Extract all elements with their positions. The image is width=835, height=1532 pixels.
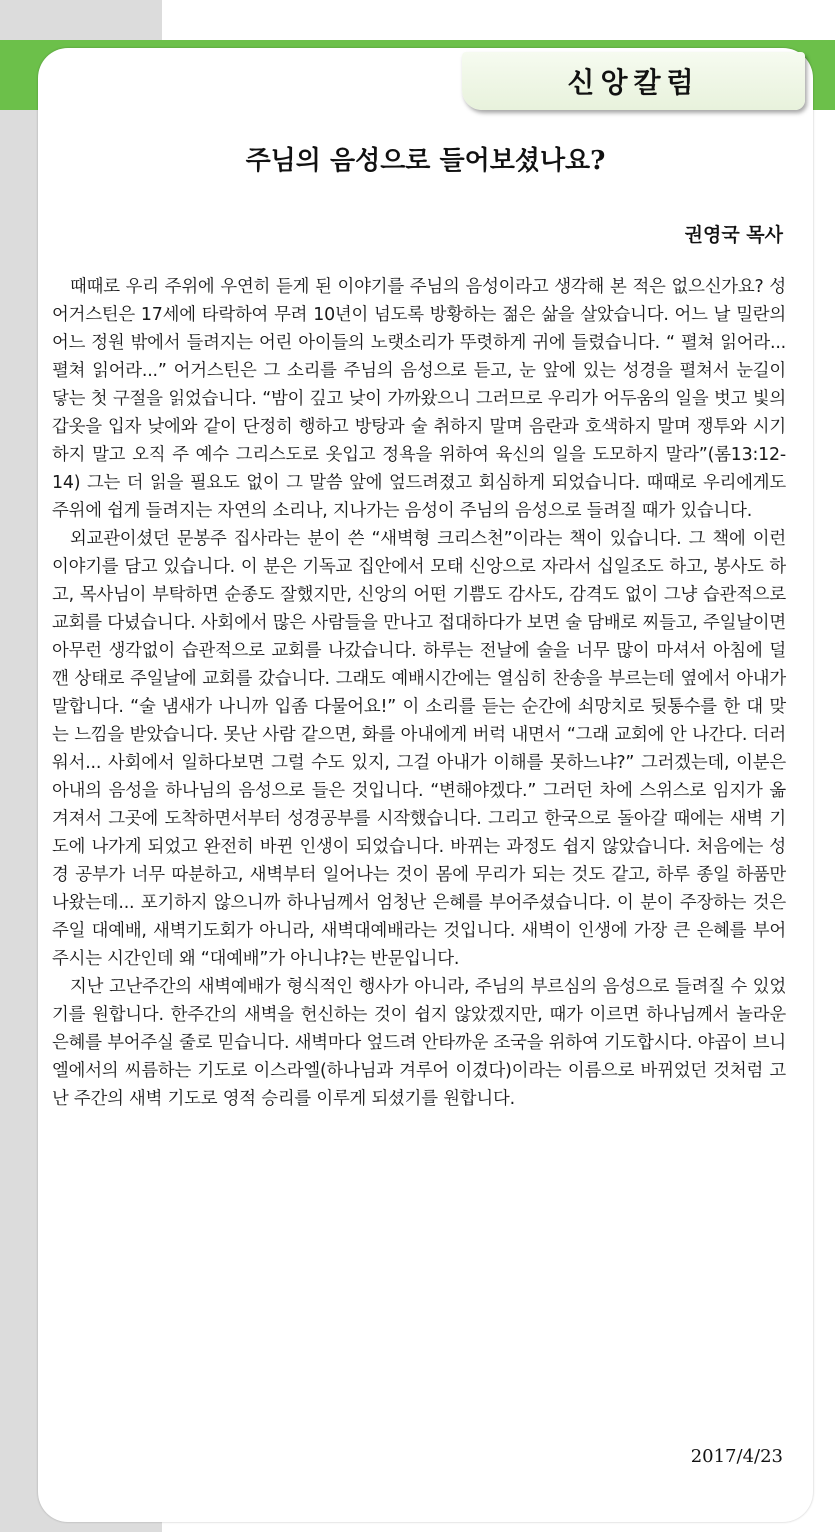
article-author: 권영국 목사 [684,224,783,246]
article-date: 2017/4/23 [690,1446,783,1467]
body-paragraph: 때때로 우리 주위에 우연히 듣게 된 이야기를 주님의 음성이라고 생각해 본 적은 없으신가요? 성 어거스틴은 17세에 타락하여 무려 10년이 넘도록 방황하는 젊은 삶을 살았습니다. 어느 날 밀란의 어느 정원 밖에서 들려지는 어린 아이들의 노랫소리가 뚜렷하게 귀에 들렸습니다. “ 펼쳐 읽어라... 펼쳐 읽어라...” 어거스틴은 그 소리를 주님의 음성으로 듣고, 눈 앞에 있는 성경을 펼쳐서 눈길이 닿는 첫 구절을 읽었습니다. “밤이 깊고 낮이 가까왔으니 그러므로 우리가 어두움의 일을 벗고 빛의 갑옷을 입자 낮에와 같이 단정히 행하고 방탕과 술 취하지 말며 음란과 호색하지 말며 쟁투와 시기하지 말고 오직 주 예수 그리스도로 옷입고 정욕을 위하여 육신의 일을 도모하지 말라”(롬13:12-14) 그는 더 읽을 필요도 없이 그 말씀 앞에 엎드려졌고 회심하게 되었습니다. 때때로 우리에게도 주위에 쉽게 들려지는 자연의 소리나, 지나가는 음성이 주님의 음성으로 들려질 때가 있습니다. [52,277,786,521]
section-tab-title: 신앙칼럼 [567,66,700,99]
body-paragraph: 지난 고난주간의 새벽예배가 형식적인 행사가 아니라, 주님의 부르심의 음성으로 들려질 수 있었기를 원합니다. 한주간의 새벽을 헌신하는 것이 쉽지 않았겠지만, 때가 이르면 하나님께서 놀라운 은혜를 부어주실 줄로 믿습니다. 새벽마다 엎드려 안타까운 조국을 위하여 기도합시다. 야곱이 브니엘에서의 씨름하는 기도로 이스라엘(하나님과 겨루어 이겼다)이라는 이름으로 바뀌었던 것처럼 고난 주간의 새벽 기도로 영적 승리를 이루게 되셨기를 원합니다. [52,977,786,1109]
article-body [52,273,786,1113]
article-title: 주님의 음성으로 들어보셨나요? [245,146,606,176]
section-tab [462,52,805,110]
body-paragraph: 외교관이셨던 문봉주 집사라는 분이 쓴 “새벽형 크리스천”이라는 책이 있습니다. 그 책에 이런 이야기를 담고 있습니다. 이 분은 기독교 집안에서 모태 신앙으로 자라서 십일조도 하고, 봉사도 하고, 목사님이 부탁하면 순종도 잘했지만, 신앙의 어떤 기쁨도 감사도, 감격도 없이 그냥 습관적으로 교회를 다녔습니다. 사회에서 많은 사람들을 만나고 접대하다가 보면 술 담배로 찌들고, 주일날이면 아무런 생각없이 습관적으로 교회를 나갔습니다. 하루는 전날에 술을 너무 많이 마셔서 아침에 덜 깬 상태로 주일날에 교회를 갔습니다. 그래도 예배시간에는 열심히 찬송을 부르는데 옆에서 아내가 말합니다. “술 냄새가 나니까 입좀 다물어요!” 이 소리를 듣는 순간에 쇠망치로 뒷통수를 한 대 맞는 느낌을 받았습니다. 못난 사람 같으면, 화를 아내에게 버럭 내면서 “그래 교회에 안 나간다. 더러워서... 사회에서 일하다보면 그럴 수도 있지, 그걸 아내가 이해를 못하느냐?” 그러겠는데, 이분은 아내의 음성을 하나님의 음성으로 들은 것입니다. “변해야겠다.” 그러던 차에 스위스로 임지가 옮겨져서 그곳에 도착하면서부터 성경공부를 시작했습니다. 그리고 한국으로 돌아갈 때에는 새벽 기도에 나가게 되었고 완전히 바뀐 인생이 되었습니다. 바뀌는 과정도 쉽지 않았습니다. 처음에는 성경 공부가 너무 따분하고, 새벽부터 일어나는 것이 몸에 무리가 되는 것도 같고, 하루 종일 하품만 나왔는데... 포기하지 않으니까 하나님께서 엄청난 은혜를 부어주셨습니다. 이 분이 주장하는 것은 주일 대예배, 새벽기도회가 아니라, 새벽대예배라는 것입니다. 새벽이 인생에 가장 큰 은혜를 부어주시는 시간인데 왜 “대예배”가 아니냐?는 반문입니다. [52,529,786,969]
